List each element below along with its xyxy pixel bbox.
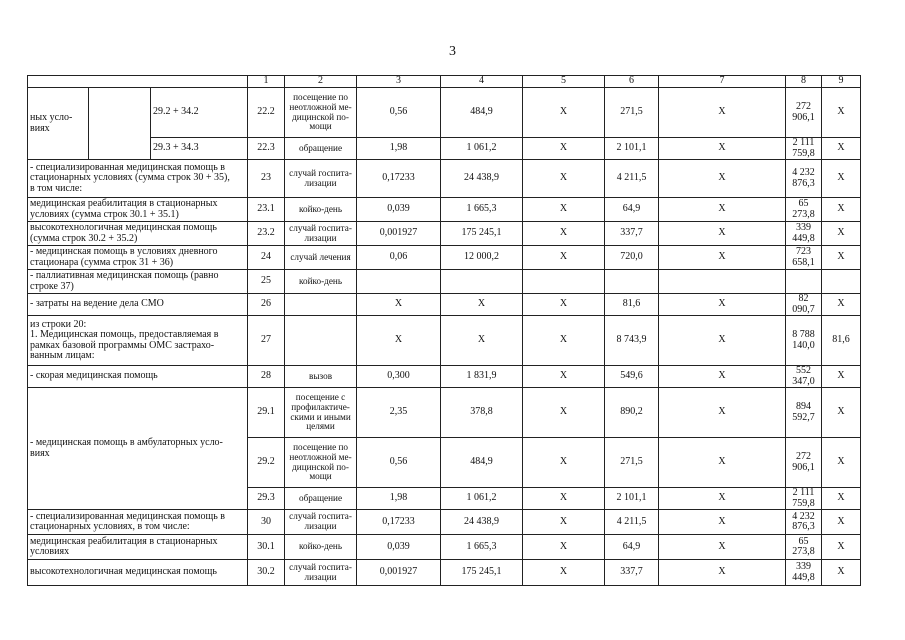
row-value: 723 658,1: [786, 246, 822, 270]
table-row: [28, 160, 861, 198]
row-value: 8 743,9: [605, 316, 659, 366]
row-name: медицинская реабилитация в стационарных условиях (сумма строк 30.1 + 35.1): [28, 198, 248, 222]
row-name: - специализированная медицинская помощь в стационарных условиях, в том числе:: [28, 510, 248, 535]
row-value: 1 665,3: [441, 535, 523, 560]
row-value: Х: [523, 88, 605, 138]
row-value: 4 232 876,3: [786, 510, 822, 535]
row-code: 22.3: [248, 138, 285, 160]
row-value: Х: [822, 88, 861, 138]
empty-cell: [659, 270, 786, 294]
row-name: из строки 20: 1. Медицинская помощь, предоставляемая в рамках базовой программы ОМС застрахо- ванным лицам:: [28, 316, 248, 366]
row-value: Х: [523, 438, 605, 488]
row-code: 23.1: [248, 198, 285, 222]
table-row: [28, 366, 861, 388]
row-value: Х: [523, 535, 605, 560]
row-value: Х: [822, 246, 861, 270]
row-value: 0,56: [357, 438, 441, 488]
row-code: 28: [248, 366, 285, 388]
row-value: 82 090,7: [786, 294, 822, 316]
row-value: 552 347,0: [786, 366, 822, 388]
row-value: 1,98: [357, 138, 441, 160]
row-code: 23.2: [248, 222, 285, 246]
row-value: Х: [659, 438, 786, 488]
row-name: высокотехнологичная медицинская помощь (сумма строк 30.2 + 35.2): [28, 222, 248, 246]
row-value: 337,7: [605, 560, 659, 586]
row-value: Х: [822, 438, 861, 488]
row-unit: случай госпита- лизации: [285, 160, 357, 198]
empty-cell: [441, 270, 523, 294]
row-value: Х: [441, 316, 523, 366]
table-row: [28, 222, 861, 246]
row-value: 81,6: [822, 316, 861, 366]
row-name: - скорая медицинская помощь: [28, 366, 248, 388]
row-value: 2 111 759,8: [786, 488, 822, 510]
empty-cell: [285, 294, 357, 316]
row-value: 4 211,5: [605, 160, 659, 198]
row-value: 1,98: [357, 488, 441, 510]
table-row: [28, 388, 861, 438]
row-value: Х: [822, 388, 861, 438]
row-value: 271,5: [605, 88, 659, 138]
row-value: 2 101,1: [605, 488, 659, 510]
header-cell: 9: [822, 76, 861, 88]
row-value: Х: [822, 560, 861, 586]
row-value: 81,6: [605, 294, 659, 316]
row-value: Х: [822, 294, 861, 316]
row-value: Х: [523, 388, 605, 438]
empty-cell: [285, 316, 357, 366]
row-value: Х: [523, 160, 605, 198]
row-unit: обращение: [285, 138, 357, 160]
row-unit: посещение по неотложной ме- дицинской по- мощи: [285, 438, 357, 488]
row-value: 2 101,1: [605, 138, 659, 160]
header-cell: 7: [659, 76, 786, 88]
table-row: [28, 246, 861, 270]
row-code: 30.1: [248, 535, 285, 560]
row-value: Х: [357, 316, 441, 366]
table-row: [28, 316, 861, 366]
table-row: [28, 198, 861, 222]
row-unit: койко-день: [285, 198, 357, 222]
row-value: 0,17233: [357, 510, 441, 535]
row-unit: случай лечения: [285, 246, 357, 270]
row-value: 1 061,2: [441, 138, 523, 160]
row-name: - затраты на ведение дела СМО: [28, 294, 248, 316]
row-value: Х: [523, 138, 605, 160]
empty-cell: [786, 270, 822, 294]
row-value: Х: [523, 198, 605, 222]
row-formula: 29.2 + 34.2: [151, 88, 248, 138]
row-value: Х: [659, 560, 786, 586]
row-value: Х: [822, 510, 861, 535]
header-cell: [28, 76, 248, 88]
row-value: Х: [659, 198, 786, 222]
row-unit: случай госпита- лизации: [285, 510, 357, 535]
table-row: [28, 138, 861, 160]
table-row: [28, 88, 861, 138]
row-code: 30: [248, 510, 285, 535]
row-value: 65 273,8: [786, 535, 822, 560]
row-value: Х: [659, 488, 786, 510]
header-row: [28, 76, 861, 88]
row-value: Х: [822, 222, 861, 246]
header-cell: 2: [285, 76, 357, 88]
row-value: 64,9: [605, 535, 659, 560]
row-value: Х: [659, 388, 786, 438]
row-value: 549,6: [605, 366, 659, 388]
row-value: 337,7: [605, 222, 659, 246]
row-value: 272 906,1: [786, 88, 822, 138]
row-code: 26: [248, 294, 285, 316]
row-value: 0,300: [357, 366, 441, 388]
row-formula: 29.3 + 34.3: [151, 138, 248, 160]
row-value: Х: [822, 366, 861, 388]
row-code: 22.2: [248, 88, 285, 138]
row-value: Х: [659, 316, 786, 366]
row-name: ных усло- виях: [28, 88, 89, 160]
row-value: Х: [659, 138, 786, 160]
row-value: Х: [523, 366, 605, 388]
row-code: 29.1: [248, 388, 285, 438]
header-cell: 1: [248, 76, 285, 88]
row-code: 24: [248, 246, 285, 270]
row-value: Х: [822, 198, 861, 222]
row-unit: обращение: [285, 488, 357, 510]
row-value: 378,8: [441, 388, 523, 438]
row-value: 4 232 876,3: [786, 160, 822, 198]
row-value: 1 061,2: [441, 488, 523, 510]
row-name: медицинская реабилитация в стационарных условиях: [28, 535, 248, 560]
row-unit: вызов: [285, 366, 357, 388]
page-number: 3: [449, 44, 456, 59]
row-code: 25: [248, 270, 285, 294]
header-cell: 6: [605, 76, 659, 88]
row-value: 4 211,5: [605, 510, 659, 535]
row-unit: случай госпита- лизации: [285, 560, 357, 586]
row-value: 484,9: [441, 88, 523, 138]
header-cell: 4: [441, 76, 523, 88]
header-cell: 5: [523, 76, 605, 88]
data-table: [27, 75, 861, 586]
row-value: 2 111 759,8: [786, 138, 822, 160]
row-value: 0,001927: [357, 560, 441, 586]
row-code: 23: [248, 160, 285, 198]
header-cell: 3: [357, 76, 441, 88]
row-value: Х: [523, 294, 605, 316]
row-value: 339 449,8: [786, 222, 822, 246]
row-value: 64,9: [605, 198, 659, 222]
row-value: Х: [822, 535, 861, 560]
row-value: Х: [523, 560, 605, 586]
row-unit: койко-день: [285, 270, 357, 294]
row-value: 0,56: [357, 88, 441, 138]
row-value: Х: [523, 488, 605, 510]
row-code: 30.2: [248, 560, 285, 586]
row-value: 0,039: [357, 535, 441, 560]
row-value: 12 000,2: [441, 246, 523, 270]
row-value: 0,17233: [357, 160, 441, 198]
row-name: - специализированная медицинская помощь в стационарных условиях (сумма строк 30 + 35), в том числе:: [28, 160, 248, 198]
empty-cell: [822, 270, 861, 294]
row-value: 1 831,9: [441, 366, 523, 388]
row-value: Х: [659, 366, 786, 388]
row-unit: случай госпита- лизации: [285, 222, 357, 246]
row-value: Х: [523, 510, 605, 535]
empty-cell: [523, 270, 605, 294]
empty-cell: [89, 88, 151, 160]
row-value: 2,35: [357, 388, 441, 438]
row-value: Х: [822, 138, 861, 160]
row-value: 894 592,7: [786, 388, 822, 438]
row-unit: посещение с профилактиче- скими и иными целями: [285, 388, 357, 438]
row-value: 175 245,1: [441, 222, 523, 246]
row-value: 272 906,1: [786, 438, 822, 488]
row-value: Х: [523, 222, 605, 246]
row-value: Х: [822, 160, 861, 198]
row-name: - медицинская помощь в амбулаторных усло- виях: [28, 388, 248, 510]
row-value: Х: [523, 316, 605, 366]
row-value: Х: [441, 294, 523, 316]
row-value: Х: [659, 246, 786, 270]
table-row: [28, 535, 861, 560]
row-value: 890,2: [605, 388, 659, 438]
row-value: 1 665,3: [441, 198, 523, 222]
row-value: 0,039: [357, 198, 441, 222]
row-value: 175 245,1: [441, 560, 523, 586]
row-value: 24 438,9: [441, 160, 523, 198]
row-value: Х: [659, 510, 786, 535]
table-row: [28, 294, 861, 316]
row-value: Х: [659, 88, 786, 138]
row-value: Х: [822, 488, 861, 510]
row-unit: койко-день: [285, 535, 357, 560]
row-value: 0,001927: [357, 222, 441, 246]
row-value: 720,0: [605, 246, 659, 270]
row-code: 29.2: [248, 438, 285, 488]
row-code: 29.3: [248, 488, 285, 510]
row-name: высокотехнологичная медицинская помощь: [28, 560, 248, 586]
row-value: 0,06: [357, 246, 441, 270]
row-value: 484,9: [441, 438, 523, 488]
row-value: 339 449,8: [786, 560, 822, 586]
row-value: Х: [659, 222, 786, 246]
row-value: Х: [659, 535, 786, 560]
row-unit: посещение по неотложной ме- дицинской по- мощи: [285, 88, 357, 138]
row-value: Х: [523, 246, 605, 270]
table-row: [28, 510, 861, 535]
row-value: Х: [659, 160, 786, 198]
row-value: 24 438,9: [441, 510, 523, 535]
row-value: Х: [357, 294, 441, 316]
empty-cell: [357, 270, 441, 294]
row-value: 271,5: [605, 438, 659, 488]
table-row: [28, 560, 861, 586]
empty-cell: [605, 270, 659, 294]
row-name: - медицинская помощь в условиях дневного стационара (сумма строк 31 + 36): [28, 246, 248, 270]
row-code: 27: [248, 316, 285, 366]
row-value: Х: [659, 294, 786, 316]
row-value: 65 273,8: [786, 198, 822, 222]
row-value: 8 788 140,0: [786, 316, 822, 366]
row-name: - паллиативная медицинская помощь (равно строке 37): [28, 270, 248, 294]
table-row: [28, 270, 861, 294]
header-cell: 8: [786, 76, 822, 88]
